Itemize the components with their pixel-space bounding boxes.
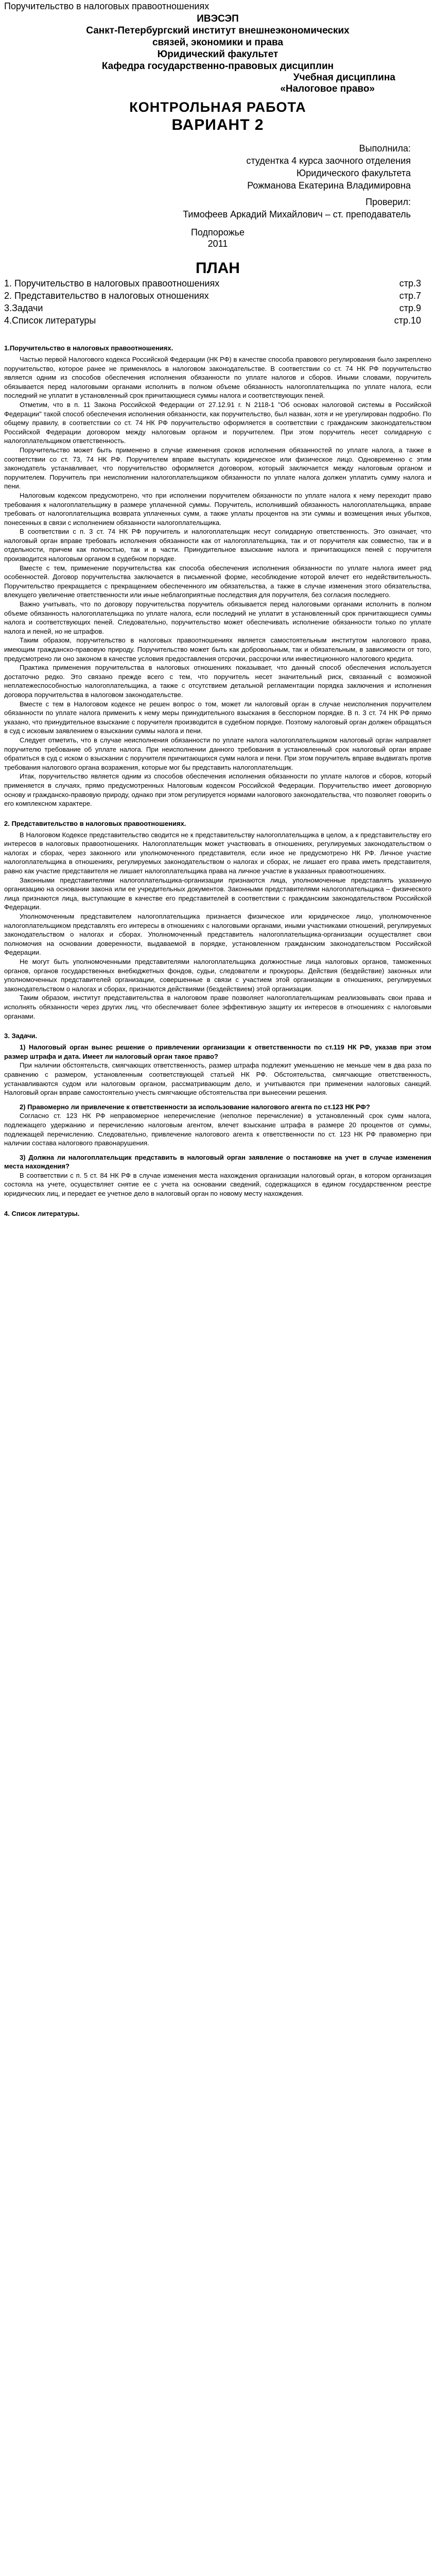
task-question: 3) Должна ли налогоплательщик представить в налоговый орган заявление о постановке на учет в случае изменения места нахождения? [4, 1153, 431, 1171]
org-name-line1: Санкт-Петербургский институт внешнеэкономических [86, 25, 350, 36]
task-answer: В соответствии с п. 5 ст. 84 НК РФ в случае изменения места нахождения организации налоговый орган, в котором организация состояла на учете, осуществляет снятие ее с учета на основании сведений, содержащихся в едином государственном реестре юридических лиц, и передает ее учетное дело в налоговый орган по новому месту нахождения. [4, 1171, 431, 1198]
faculty-name: Юридический факультет [157, 49, 278, 60]
plan-item-label: 4.Список литературы [4, 315, 96, 326]
task-answer: При наличии обстоятельств, смягчающих ответственность, размер штрафа подлежит уменьшению не меньше чем в два раза по сравнению с размером, установленным соответствующей статьей НК РФ. Обстоятельства, смягчающие ответственность, устанавливаются судом или налоговым органом, рассматривающим дело, и учитываются при применении налоговых санкций. Налоговый орган вправе самостоятельно учесть смягчающие обстоятельства при вынесении решения. [4, 1061, 431, 1097]
plan-item-page: стр.9 [399, 303, 421, 313]
done-line3: Рожманова Екатерина Владимировна [247, 180, 411, 191]
org-name-line2: связей, экономики и права [152, 37, 284, 48]
document-page [4, 0, 431, 1221]
task-question: 1) Налоговый орган вынес решение о привлечении организации к ответственности по ст.119 НК РФ, указав при этом размер штрафа и дата. Имеет ли налоговый орган такое право? [4, 1043, 431, 1060]
done-line1: студентка 4 курса заочного отделения [246, 156, 411, 166]
plan-item-page: стр.3 [399, 278, 421, 289]
section1-paragraph: Вместе с тем в Налоговом кодексе не решен вопрос о том, может ли налоговый орган в случае неисполнения поручителем обязанности по уплате налога применить к нему меры принудительного взыскания в бесспорном порядке. В п. 3 ст. 74 НК РФ прямо указано, что принудительное взыскание с поручителя производится в судебном порядке. Поэтому налоговый орган должен обращаться в суд с исковым заявлением о взыскании суммы налога и пени. [4, 700, 431, 735]
done-line2: Юридического факультета [297, 168, 411, 178]
section2-paragraph: Законными представителями налогоплательщика-организации признаются лица, уполномоченные представлять указанную организацию на основании закона или ее учредительных документов. Законными представителями налогоплательщика – физического лица признаются лица, выступающие в качестве его представителей в соответствии с гражданским законодательством Российской Федерации. [4, 876, 431, 911]
plan-item [4, 277, 431, 290]
year: 2011 [207, 239, 228, 249]
section1-paragraph: В соответствии с п. 3 ст. 74 НК РФ поручитель и налогоплательщик несут солидарную ответственность. Это означает, что налоговый орган вправе требовать исполнения обязанности как от налогоплательщика, так и от поручителя как совместно, так и в отдельности, причем как полностью, так и в части. Принудительное взыскание налога и причитающихся пеней с поручителя производится налоговым органом в судебном порядке. [4, 528, 431, 563]
work-title: КОНТРОЛЬНАЯ РАБОТА [129, 99, 306, 115]
section1-paragraph: Поручительство может быть применено в случае изменения сроков исполнения обязанностей по уплате налога, а также в соответствии со ст. 73, 74 НК РФ. Поручителем вправе выступать юридическое или физическое лицо. Одновременно с этим законодатель устанавливает, что поручительство оформляется договором, который заключается между налоговым органом и поручителем. Поручитель при неисполнении налогоплательщиком обязанности по уплате налога должен уплатить сумму налога и пени. [4, 446, 431, 490]
task-question: 2) Правомерно ли привлечение к ответственности за использование налогового агента по ст.123 НК РФ? [20, 1103, 370, 1111]
plan-item-label: 3.Задачи [4, 303, 43, 313]
checked-label: Проверил: [365, 197, 411, 207]
plan-item-label: 2. Представительство в налоговых отношениях [4, 291, 209, 301]
done-label: Выполнила: [359, 143, 411, 154]
task-answer: Согласно ст. 123 НК РФ неправомерное неперечисление (неполное перечисление) в установленный срок сумм налога, подлежащего удержанию и перечислению налоговым агентом, влечет взыскание штрафа в размере 20 процентов от суммы, подлежащей перечислению. Следовательно, привлечение налогового агента к ответственности по ст. 123 НК РФ правомерно при наличии состава налогового правонарушения. [4, 1112, 431, 1147]
org-abbrev: ИВЭСЭП [197, 13, 239, 24]
variant-title: ВАРИАНТ 2 [171, 116, 264, 133]
section1-paragraph: Следует отметить, что в случае неисполнения обязанности по уплате налога налогоплательщиком налоговый орган направляет поручителю требование об уплате налога. При неисполнении данного требования в установленный срок налоговый орган вправе обратиться в суд с иском о взыскании с поручителя причитающихся сумм налога и пени. При этом поручитель вправе выдвигать против требования налогового органа возражения, которые мог бы представить налогоплательщик. [4, 736, 431, 771]
section1-paragraph: Вместе с тем, применение поручительства как способа обеспечения исполнения обязанности по уплате налога имеет ряд особенностей. Договор поручительства заключается в письменной форме, несоблюдение которой влечет его недействительность. Поручительство прекращается с прекращением обеспеченного им обязательства, а также в случае изменения этого обязательства, влекущего увеличение ответственности или иные неблагоприятные последствия для поручителя, без согласия последнего. [4, 564, 431, 599]
section2-paragraph: Не могут быть уполномоченными представителями налогоплательщика должностные лица налоговых органов, таможенных органов, органов государственных внебюджетных фондов, судьи, следователи и прокуроры. Действия (бездействие) законных или уполномоченных представителей организации, совершенные в связи с участием этой организации в отношениях, регулируемых законодательством о налогах и сборах, признаются действиями (бездействием) этой организации. [4, 958, 431, 993]
document-top-line: Поручительство в налоговых правоотношениях [4, 1, 210, 11]
city: Подпорожье [190, 227, 245, 238]
section1-paragraph: Важно учитывать, что по договору поручительства поручитель обязывается перед налоговыми органами исполнить в полном объеме обязанность налогоплательщика по уплате налога, если последний не уплатит в установленный срок причитающиеся суммы налога и соответствующих пеней. Следовательно, поручительство может обеспечивать исполнение обязанности только по уплате налога и пеней, но не штрафов. [4, 600, 431, 635]
section1-heading: 1.Поручительство в налоговых правоотношениях. [4, 344, 173, 352]
section2-body [4, 831, 431, 1021]
plan-item [4, 290, 431, 302]
section1-paragraph: Итак, поручительство является одним из способов обеспечения исполнения обязанности по уплате налогов и сборов, который применяется в случаях, прямо предусмотренных Налоговым кодексом Российской Федерации. Поручительство имеет договорную основу и гражданско-правовую природу, однако при этом регулируется нормами налогового законодательства, что позволяет говорить о его комплексном характере. [4, 772, 431, 808]
discipline-label: Учебная дисциплина [293, 72, 395, 83]
section1-paragraph: Частью первой Налогового кодекса Российской Федерации (НК РФ) в качестве способа правового регулирования было закреплено поручительство, которое ранее не применялось в налоговом законодательстве. В соответствии со ст. 74 НК РФ поручительство является одним из способов обеспечения исполнения обязанности по уплате налогов и сборов. Иными словами, поручитель обязывается перед налоговыми органами исполнить в полном объеме обязанность налогоплательщика по уплате налога, если последний не уплатит в установленный срок причитающиеся суммы налога и соответствующих пеней. [4, 355, 431, 400]
plan-item [4, 302, 431, 314]
checked-line1: Тимофеев Аркадий Михайлович – ст. преподаватель [183, 209, 411, 219]
section4-heading: 4. Список литературы. [4, 1209, 80, 1217]
section2-paragraph: Уполномоченным представителем налогоплательщика признается физическое или юридическое лицо, уполномоченное налогоплательщиком представлять его интересы в отношениях с налоговыми органами, иными участниками отношений, регулируемых законодательством о налогах и сборах. Уполномоченный представитель налогоплательщика-организации осуществляет свои полномочия на основании доверенности, выдаваемой в порядке, установленном гражданским законодательством Российской Федерации. [4, 912, 431, 957]
section1-paragraph: Отметим, что в п. 11 Закона Российской Федерации от 27.12.91 г. N 2118-1 "Об основах налоговой системы в Российской Федерации" такой способ обеспечения исполнения обязанности, как поручительство, был назван, хотя и не урегулирован подробно. По общему правилу, в соответствии со ст. 74 НК РФ поручительство оформляется в соответствии с гражданским законодательством Российской Федерации договором между налоговым органом и поручителем. При этом поручитель несет солидарную с налогоплательщиком ответственность. [4, 400, 431, 445]
plan-title: ПЛАН [196, 260, 240, 277]
plan-item [4, 314, 431, 327]
plan-item-page: стр.10 [394, 315, 421, 326]
plan-item-label: 1. Поручительство в налоговых правоотношениях [4, 278, 220, 289]
section3-heading: 3. Задачи. [4, 1032, 38, 1040]
section1-body [4, 355, 431, 808]
section1-paragraph: Практика применения поручительства в налоговых отношениях показывает, что данный способ обеспечения используется достаточно редко. Это связано прежде всего с тем, что поручитель несет значительный риск, связанный с возможной неплатежеспособностью налогоплательщика, а также с отсутствием детальной регламентации порядка заключения и исполнения договора поручительства в налоговом законодательстве. [4, 664, 431, 699]
section1-paragraph: Таким образом, поручительство в налоговых правоотношениях является самостоятельным институтом налогового права, имеющим гражданско-правовую природу. Поручительство может быть как добровольным, так и обязательным, в зависимости от того, предусмотрено ли оно законом в качестве условия предоставления отсрочки, рассрочки или инвестиционного налогового кредита. [4, 636, 431, 663]
discipline-name: «Налоговое право» [280, 83, 375, 94]
section2-paragraph: В Налоговом Кодексе представительство сводится не к представительству налогоплательщика в целом, а к представительству его интересов в налоговых правоотношениях. Налогоплательщик может участвовать в отношениях, регулируемых законодательством о налогах и сборах, через законного или уполномоченного представителя, если иное не предусмотрено НК РФ. Личное участие налогоплательщика в отношениях, регулируемых законодательством о налогах и сборах, не лишает его права иметь представителя, равно как участие представителя не лишает налогоплательщика права на личное участие в указанных правоотношениях. [4, 831, 431, 875]
plan-list [4, 277, 431, 327]
section2-heading: 2. Представительство в налоговых правоотношениях. [4, 819, 186, 827]
chair-name: Кафедра государственно-правовых дисциплин [101, 61, 334, 72]
plan-item-page: стр.7 [399, 291, 421, 301]
section3-body [4, 1043, 431, 1198]
section2-paragraph: Таким образом, институт представительства в налоговом праве позволяет налогоплательщикам реализовывать свои права и исполнять обязанности через других лиц, что обеспечивает более эффективную защиту их интересов в отношениях с налоговыми органами. [4, 994, 431, 1020]
section1-paragraph: Налоговым кодексом предусмотрено, что при исполнении поручителем обязанности по уплате налога к нему переходит право требования к налогоплательщику в размере уплаченной суммы. Поручитель, исполнивший обязанность налогоплательщика, вправе требовать от налогоплательщика возврата уплаченных сумм, а также уплаты процентов на эти суммы и возмещения иных убытков, понесенных в связи с исполнением обязанности налогоплательщика. [4, 491, 431, 527]
